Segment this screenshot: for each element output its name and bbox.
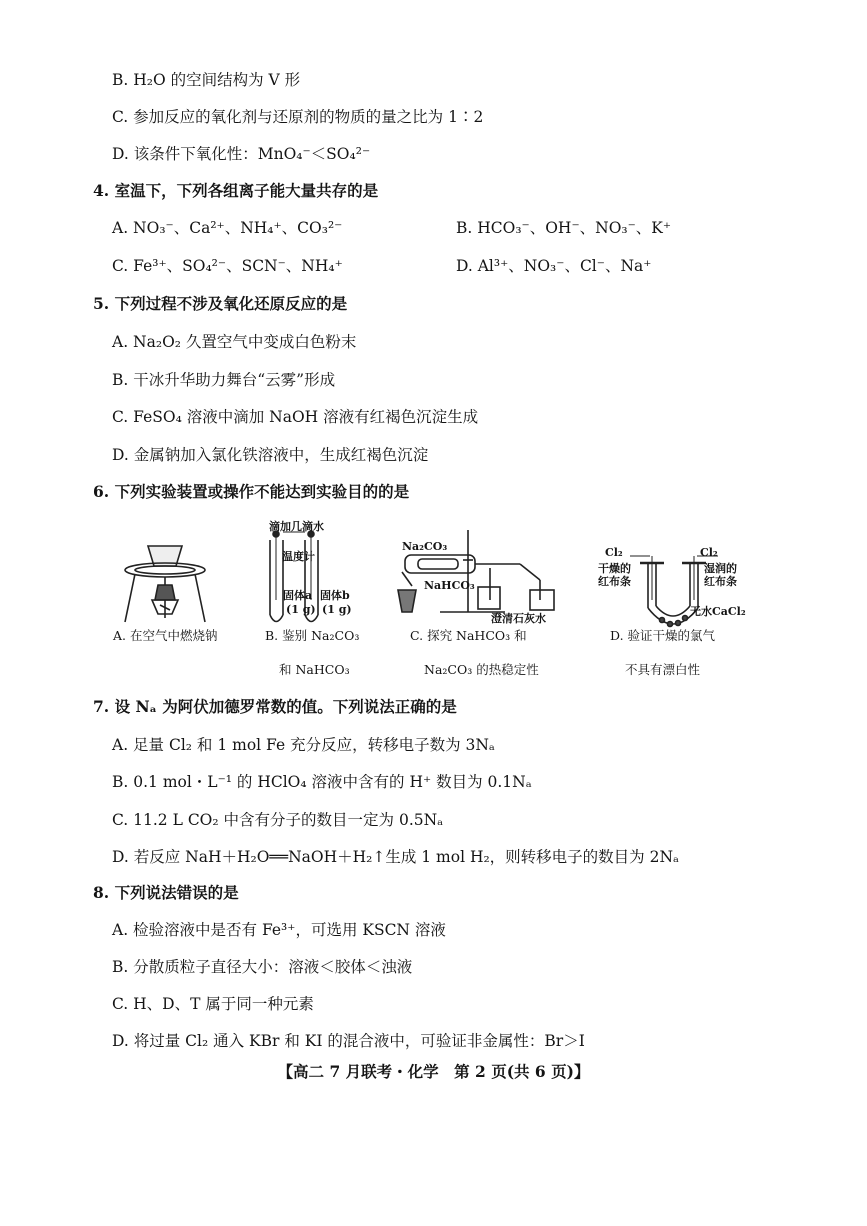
option-prev-b: B. H₂O 的空间结构为 V 形 bbox=[112, 71, 301, 89]
question-7-option-d: D. 若反应 NaH＋H₂O══NaOH＋H₂↑生成 1 mol H₂，则转移电子的数目为 2Nₐ bbox=[112, 848, 680, 866]
question-4-option-d: D. Al³⁺、NO₃⁻、Cl⁻、Na⁺ bbox=[456, 257, 652, 275]
question-4-option-c: C. Fe³⁺、SO₄²⁻、SCN⁻、NH₄⁺ bbox=[112, 257, 343, 275]
label-solid-a: 固体a bbox=[283, 589, 313, 602]
question-5-option-d: D. 金属钠加入氯化铁溶液中，生成红褐色沉淀 bbox=[112, 446, 429, 464]
label-wet-cloth: 湿润的 红布条 bbox=[704, 562, 737, 588]
caption-a: A. 在空气中燃烧钠 bbox=[113, 628, 218, 643]
label-drop-water: 滴加几滴水 bbox=[269, 520, 324, 533]
question-4-option-a: A. NO₃⁻、Ca²⁺、NH₄⁺、CO₃²⁻ bbox=[112, 219, 343, 237]
question-7-stem: 7. 设 Nₐ 为阿伏加德罗常数的值。下列说法正确的是 bbox=[93, 697, 457, 716]
label-limewater: 澄清石灰水 bbox=[491, 612, 546, 625]
question-8-option-a: A. 检验溶液中是否有 Fe³⁺，可选用 KSCN 溶液 bbox=[112, 921, 446, 939]
caption-d-line2: 不具有漂白性 bbox=[625, 662, 701, 677]
page-footer: 【高二 7 月联考・化学 第 2 页(共 6 页)】 bbox=[277, 1062, 590, 1081]
question-5-option-c: C. FeSO₄ 溶液中滴加 NaOH 溶液有红褐色沉淀生成 bbox=[112, 408, 479, 426]
label-nahco3: NaHCO₃ bbox=[424, 579, 475, 592]
figure-a-crucible-burner bbox=[125, 546, 205, 622]
caption-b-line2: 和 NaHCO₃ bbox=[279, 662, 350, 677]
label-dry-cloth: 干燥的 红布条 bbox=[598, 562, 631, 588]
question-6-stem: 6. 下列实验装置或操作不能达到实验目的的是 bbox=[93, 482, 410, 501]
question-8-option-b: B. 分散质粒子直径大小：溶液＜胶体＜浊液 bbox=[112, 958, 413, 976]
label-cl2-left: Cl₂ bbox=[605, 546, 623, 559]
label-thermometer: 温度计 bbox=[282, 550, 315, 563]
label-solid-a-mass: (1 g) bbox=[286, 603, 316, 616]
question-8-option-c: C. H、D、T 属于同一种元素 bbox=[112, 995, 314, 1013]
label-solid-b-mass: (1 g) bbox=[322, 603, 352, 616]
question-8-stem: 8. 下列说法错误的是 bbox=[93, 883, 239, 902]
question-4-option-b: B. HCO₃⁻、OH⁻、NO₃⁻、K⁺ bbox=[456, 219, 672, 237]
question-7-option-b: B. 0.1 mol・L⁻¹ 的 HClO₄ 溶液中含有的 H⁺ 数目为 0.1Nₐ bbox=[112, 773, 532, 791]
label-na2co3: Na₂CO₃ bbox=[402, 540, 448, 553]
question-4-stem: 4. 室温下，下列各组离子能大量共存的是 bbox=[93, 181, 379, 200]
question-8-option-d: D. 将过量 Cl₂ 通入 KBr 和 KI 的混合液中，可验证非金属性：Br＞I bbox=[112, 1032, 585, 1050]
question-5-option-b: B. 干冰升华助力舞台“云雾”形成 bbox=[112, 371, 336, 389]
caption-c-line2: Na₂CO₃ 的热稳定性 bbox=[424, 662, 539, 677]
label-solid-b: 固体b bbox=[320, 589, 350, 602]
question-5-stem: 5. 下列过程不涉及氧化还原反应的是 bbox=[93, 294, 348, 313]
question-5-option-a: A. Na₂O₂ 久置空气中变成白色粉末 bbox=[112, 333, 357, 351]
label-cacl2: 无水CaCl₂ bbox=[690, 605, 746, 618]
label-cl2-right: Cl₂ bbox=[700, 546, 718, 559]
caption-b-line1: B. 鉴别 Na₂CO₃ bbox=[265, 628, 360, 643]
option-prev-c: C. 参加反应的氧化剂与还原剂的物质的量之比为 1∶2 bbox=[112, 108, 484, 126]
question-7-option-a: A. 足量 Cl₂ 和 1 mol Fe 充分反应，转移电子数为 3Nₐ bbox=[112, 736, 495, 754]
question-7-option-c: C. 11.2 L CO₂ 中含有分子的数目一定为 0.5Nₐ bbox=[112, 811, 444, 829]
caption-c-line1: C. 探究 NaHCO₃ 和 bbox=[410, 628, 527, 643]
caption-d-line1: D. 验证干燥的氯气 bbox=[610, 628, 716, 643]
option-prev-d: D. 该条件下氧化性：MnO₄⁻＜SO₄²⁻ bbox=[112, 145, 371, 163]
